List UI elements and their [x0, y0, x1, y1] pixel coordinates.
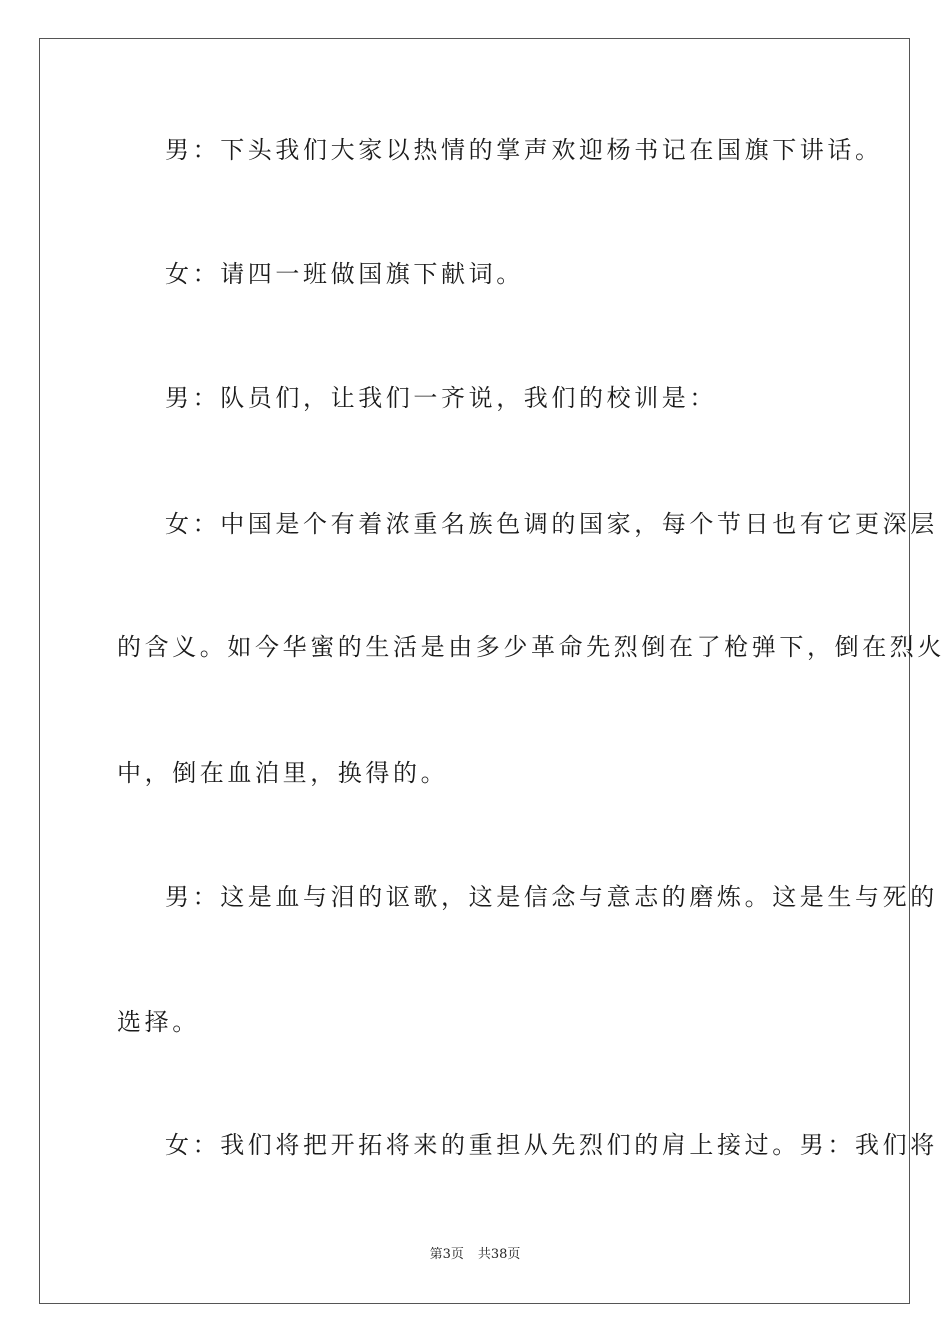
paragraph-line-3: 男：队员们，让我们一齐说，我们的校训是：: [165, 384, 717, 412]
paragraph-line-6: 中，倒在血泊里，换得的。: [117, 759, 449, 787]
page-border: [39, 38, 945, 1304]
paragraph-line-1: 男：下头我们大家以热情的掌声欢迎杨书记在国旗下讲话。: [165, 136, 883, 164]
page-footer: [0, 1246, 950, 1264]
paragraph-line-4: 女：中国是个有着浓重名族色调的国家，每个节日也有它更深层: [165, 510, 938, 538]
total-pages: 共38页: [477, 1247, 521, 1262]
paragraph-line-8: 选择。: [117, 1008, 200, 1036]
paragraph-line-2: 女：请四一班做国旗下献词。: [165, 260, 524, 288]
paragraph-line-9: 女：我们将把开拓将来的重担从先烈们的肩上接过。男：我们将: [165, 1131, 938, 1159]
paragraph-line-7: 男：这是血与泪的讴歌，这是信念与意志的磨炼。这是生与死的: [165, 883, 938, 911]
page-number: 第3页: [429, 1247, 464, 1262]
paragraph-line-5: 的含义。如今华蜜的生活是由多少革命先烈倒在了枪弹下，倒在烈火: [117, 633, 945, 661]
